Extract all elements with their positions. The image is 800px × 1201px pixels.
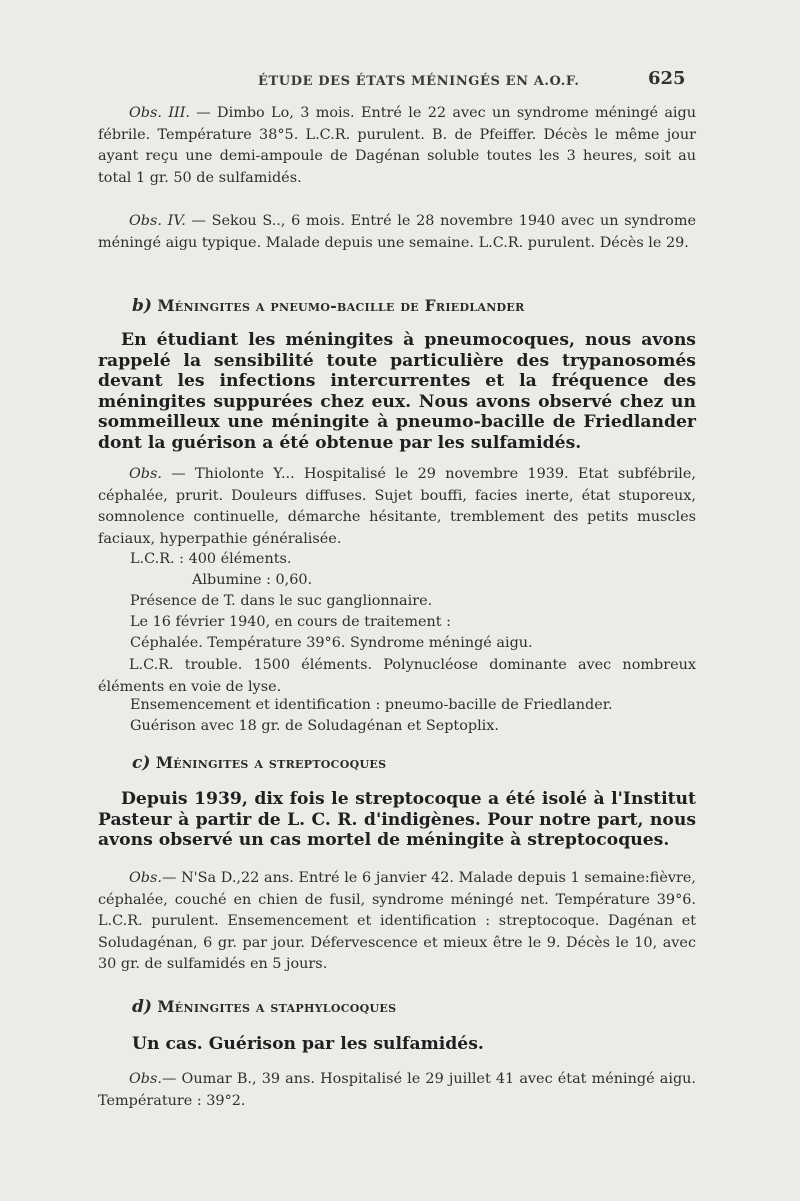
section-b-letter: b) bbox=[132, 296, 152, 316]
obs-4-paragraph bbox=[98, 211, 696, 254]
section-d-lead: Un cas. Guérison par les sulfamidés. bbox=[132, 1034, 484, 1054]
section-b-obs-paragraph bbox=[98, 464, 696, 550]
ensemencement-line: Ensemencement et identification : pneumo-bacille de Friedlander. bbox=[130, 697, 613, 713]
presence-line: Présence de T. dans le suc ganglionnaire. bbox=[130, 593, 433, 609]
section-b-heading bbox=[132, 296, 525, 316]
obs-3-label: Obs. III. bbox=[129, 105, 190, 121]
section-c-heading bbox=[132, 753, 386, 773]
section-c-lead: Depuis 1939, dix fois le streptocoque a été isolé à l'Institut Pasteur à partir de L. C. R. d'indigènes. Pour notre part, nous avons observé un cas mortel de méningite à streptocoques. bbox=[98, 789, 696, 850]
section-d-obs-paragraph bbox=[98, 1069, 696, 1112]
section-d-title: Méningites a staphylocoques bbox=[157, 997, 397, 1016]
page-header bbox=[0, 62, 800, 92]
section-c-letter: c) bbox=[132, 753, 151, 773]
section-c-obs-paragraph bbox=[98, 868, 696, 976]
obs-3-paragraph bbox=[98, 103, 696, 189]
page-number: 625 bbox=[648, 68, 686, 89]
section-b-title: Méningites a pneumo-bacille de Friedlander bbox=[157, 296, 525, 315]
cephalee-line: Céphalée. Température 39°6. Syndrome méningé aigu. bbox=[130, 635, 533, 651]
section-d-obs-text: — Oumar B., 39 ans. Hospitalisé le 29 juillet 41 avec état méningé aigu. Température : 39°2. bbox=[98, 1071, 696, 1109]
albumine-line: Albumine : 0,60. bbox=[192, 572, 313, 588]
lcr-line: L.C.R. : 400 éléments. bbox=[130, 551, 292, 567]
section-d-obs-label: Obs. bbox=[129, 1071, 162, 1087]
section-c-obs-text: — N'Sa D.,22 ans. Entré le 6 janvier 42. Malade depuis 1 semaine:fièvre, céphalée, couché en chien de fusil, syndrome méningé net. Température 39°6. L.C.R. purulent. Ensemencement et identification : streptocoque. Dagénan et Soludagénan, 6 gr. par jour. Défervescence et mieux être le 9. Décès le 10, avec 30 gr. de sulfamidés en 5 jours. bbox=[98, 870, 696, 973]
section-c-title: Méningites a streptocoques bbox=[155, 753, 387, 772]
obs-4-text: — Sekou S.., 6 mois. Entré le 28 novembre 1940 avec un syndrome méningé aigu typique. Malade depuis une semaine. L.C.R. purulent. Décès le 29. bbox=[98, 213, 696, 251]
section-b-obs-text: — Thiolonte Y... Hospitalisé le 29 novembre 1939. Etat subfébrile, céphalée, prurit. Douleurs diffuses. Sujet bouffi, facies inerte, état stuporeux, somnolence continuelle, démarche hésitante, tremblement des petits muscles faciaux, hyperpathie généralisée. bbox=[98, 466, 696, 547]
date-line: Le 16 février 1940, en cours de traitement : bbox=[130, 614, 451, 630]
running-title: ÉTUDE DES ÉTATS MÉNINGÉS EN A.O.F. bbox=[258, 74, 580, 89]
section-b-obs-label: Obs. bbox=[129, 466, 162, 482]
obs-4-label: Obs. IV. bbox=[129, 213, 186, 229]
obs-3-text: — Dimbo Lo, 3 mois. Entré le 22 avec un syndrome méningé aigu fébrile. Température 38°5. L.C.R. purulent. B. de Pfeiffer. Décès le même jour ayant reçu une demi-ampoule de Dagénan soluble toutes les 3 heures, soit au total 1 gr. 50 de sulfamidés. bbox=[98, 105, 697, 186]
guerison-line: Guérison avec 18 gr. de Soludagénan et Septoplix. bbox=[130, 718, 499, 734]
lcr-trouble-paragraph: L.C.R. trouble. 1500 éléments. Polynucléose dominante avec nombreux éléments en voie de lyse. bbox=[98, 657, 696, 695]
section-c-obs-label: Obs. bbox=[129, 870, 162, 886]
section-d-heading bbox=[132, 997, 396, 1017]
section-b-lead: En étudiant les méningites à pneumocoques, nous avons rappelé la sensibilité toute particulière des trypanosomés devant les infections intercurrentes et la fréquence des méningites suppurées chez eux. Nous avons observé chez un sommeilleux une méningite à pneumo-bacille de Friedlander dont la guérison a été obtenue par les sulfamidés. bbox=[98, 330, 696, 453]
section-d-letter: d) bbox=[132, 997, 152, 1017]
